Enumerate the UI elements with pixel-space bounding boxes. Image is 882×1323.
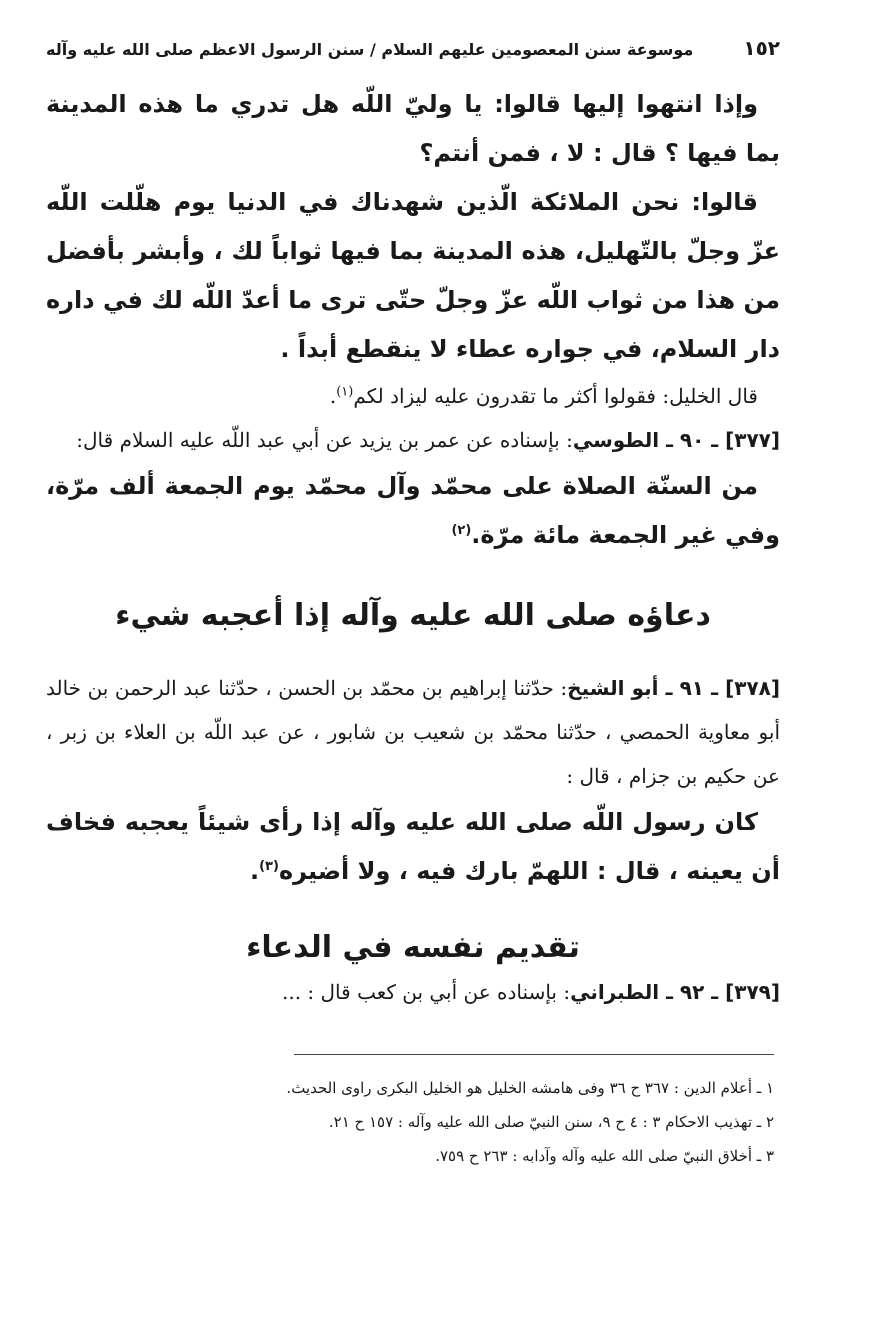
paragraph-2: قالوا: نحن الملائكة الّذين شهدناك في الدنيا يوم هلّلت اللّه عزّ وجلّ بالتّهليل، هذه المدينة بما فيها ثواباً لك ، وأبشر بأفضل من هذا من ثواب اللّه عزّ وجلّ حتّى ترى ما أعدّ اللّه لك في داره دار السلام، في جواره عطاء لا ينقطع أبداً . xyxy=(46,188,780,363)
footnote-marker-3: (٣) xyxy=(259,859,279,874)
hadith-378-chain xyxy=(46,666,780,798)
page-number: ١٥٢ xyxy=(743,36,780,60)
footnote-3: ٣ ـ أخلاق النبيّ صلى الله عليه وآله وآدابه : ٢٦٣ ح ٧٥٩. xyxy=(435,1147,774,1165)
paragraph-3-end: . xyxy=(329,384,337,408)
footnote-2: ٢ ـ تهذيب الاحكام ٣ : ٤ ح ٩، سنن النبيّ صلى الله عليه وآله : ١٥٧ ح ٢١. xyxy=(328,1113,774,1131)
hadith-377-text xyxy=(46,462,780,560)
spacer xyxy=(46,896,780,926)
hadith-378-ref: [٣٧٨] ـ ٩١ ـ أبو الشيخ xyxy=(567,676,780,700)
spacer xyxy=(46,638,780,666)
paragraph-1: وإذا انتهوا إليها قالوا: يا وليّ اللّه هل تدري ما هذه المدينة بما فيها ؟ قال : لا ، فمن أنتم؟ xyxy=(46,90,780,167)
hadith-379-ref: [٣٧٩] ـ ٩٢ ـ الطبراني xyxy=(570,980,780,1004)
footnote-1: ١ ـ أعلام الدين : ٣٦٧ ح ٣٦ وفى هامشه الخليل هو الخليل البكرى راوى الحديث. xyxy=(286,1079,774,1097)
hadith-378-chain-text: : حدّثنا إبراهيم بن محمّد بن الحسن ، حدّثنا عبد الرحمن بن خالد أبو معاوية الحمصي ، حدّثنا محمّد بن شعيب بن شابور ، عن عبد اللّه بن العلاء بن زبر ، عن حكيم بن جزام ، قال : xyxy=(46,676,780,788)
hadith-378-body: كان رسول اللّه صلى الله عليه وآله إذا رأى شيئاً يعجبه فخاف أن يعينه ، قال : اللهمّ بارك فيه ، ولا أضيره xyxy=(46,808,780,885)
spacer xyxy=(46,560,780,594)
footnote-marker-2: (٢) xyxy=(451,523,472,538)
paragraph-3 xyxy=(46,374,780,418)
footnote-marker-1: (١) xyxy=(336,384,354,400)
footnotes xyxy=(46,1071,780,1173)
section-title-1: دعاؤه صلى الله عليه وآله إذا أعجبه شيء xyxy=(115,598,711,633)
hadith-379-chain xyxy=(46,970,780,1014)
page-header xyxy=(46,36,780,80)
hadith-378-end: . xyxy=(249,857,260,885)
section-title-2: تقديم نفسه في الدعاء xyxy=(246,930,580,965)
running-title: موسوعة سنن المعصومين عليهم السلام / سنن الرسول الاعظم صلى الله عليه وآله xyxy=(46,40,694,59)
hadith-377-ref: [٣٧٧] ـ ٩٠ ـ الطوسي xyxy=(572,428,780,452)
hadith-377-chain-text: : بإسناده عن عمر بن يزيد عن أبي عبد اللّه عليه السلام قال: xyxy=(76,428,573,452)
page xyxy=(46,36,780,1173)
hadith-377-body: من السنّة الصلاة على محمّد وآل محمّد يوم الجمعة ألف مرّة، وفي غير الجمعة مائة مرّة. xyxy=(46,472,780,549)
hadith-379-chain-text: : بإسناده عن أبي بن كعب قال : ... xyxy=(282,980,571,1004)
footnote-separator xyxy=(294,1054,774,1055)
hadith-378-text xyxy=(46,798,780,896)
hadith-377-chain xyxy=(46,418,780,462)
paragraph-3-text: قال الخليل: فقولوا أكثر ما تقدرون عليه ليزاد لكم xyxy=(353,384,758,408)
